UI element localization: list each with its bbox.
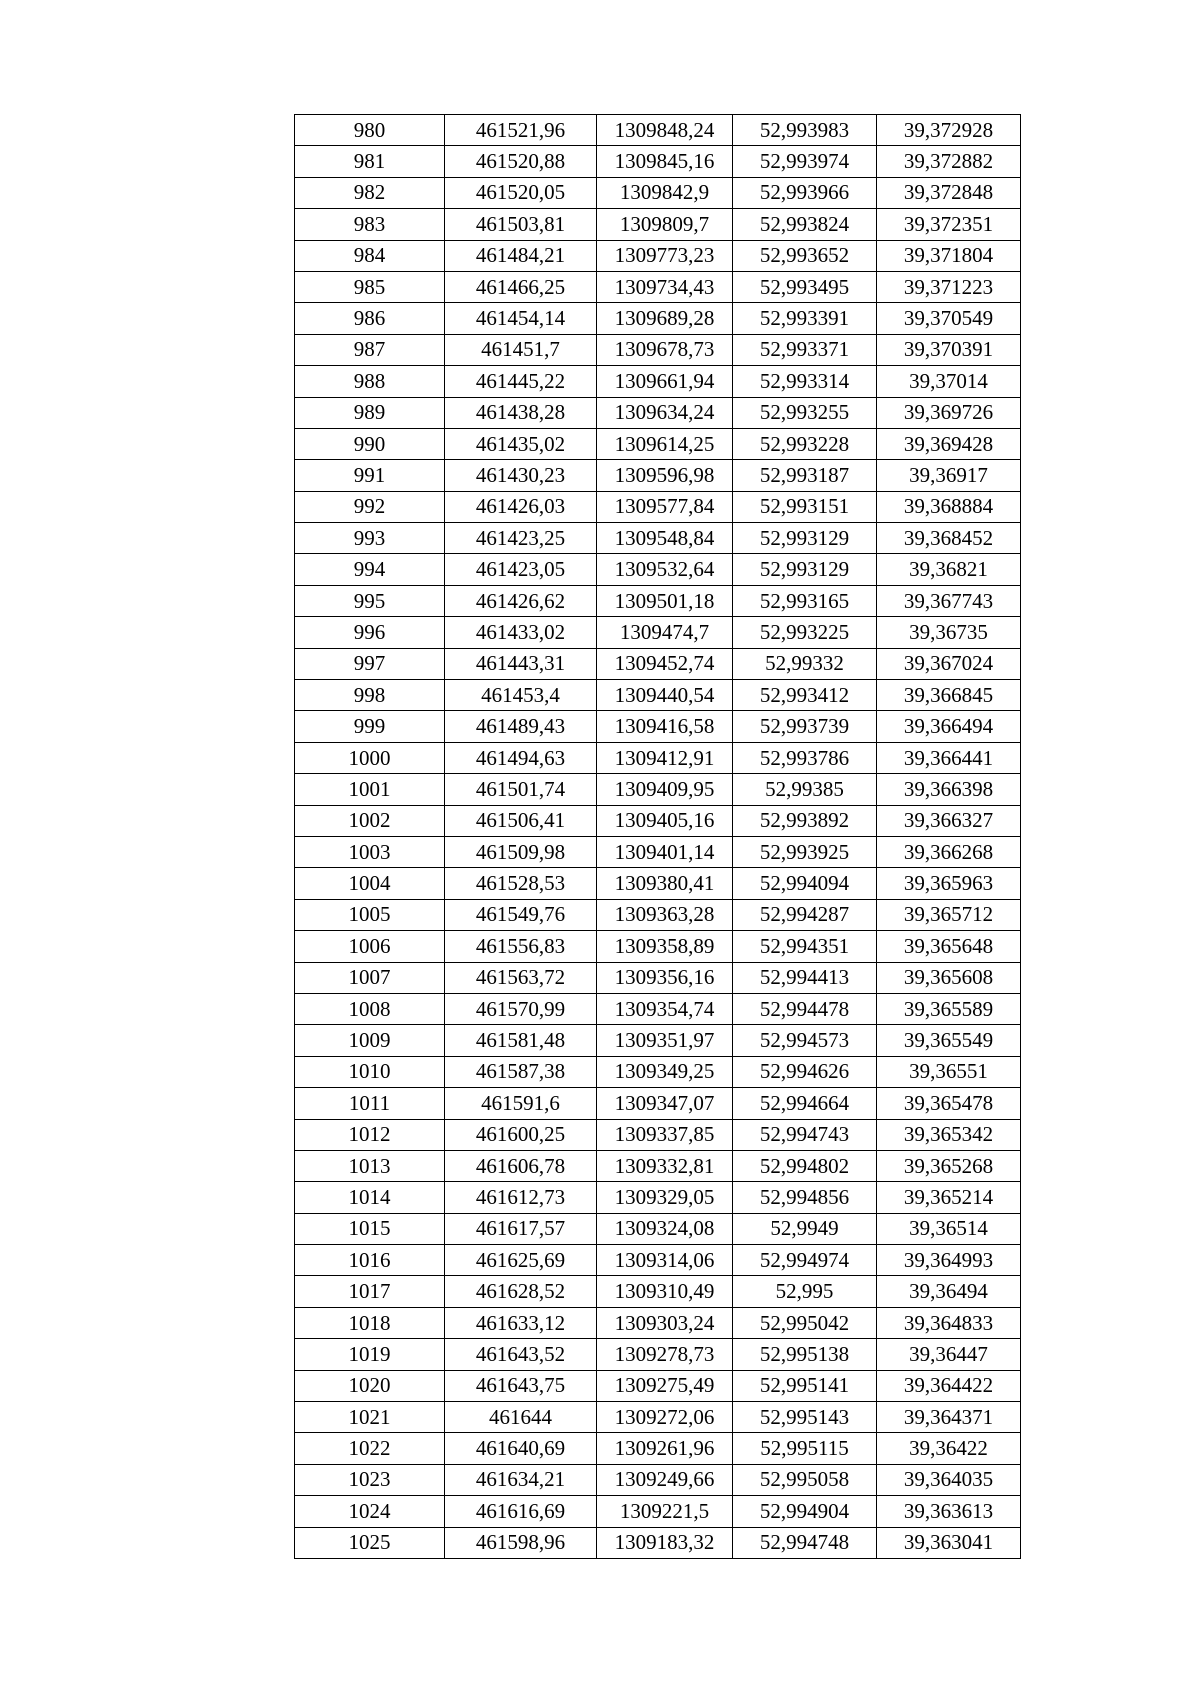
point-number-cell: 985 [295,271,445,302]
x-coordinate-cell: 461556,83 [445,931,597,962]
longitude-cell: 39,372848 [877,177,1021,208]
point-number-cell: 981 [295,146,445,177]
table-row [295,523,1021,554]
x-coordinate-cell: 461633,12 [445,1307,597,1338]
point-number-cell: 1023 [295,1464,445,1495]
table-row [295,962,1021,993]
point-number-cell: 995 [295,585,445,616]
x-coordinate-cell: 461423,25 [445,523,597,554]
latitude-cell: 52,994351 [733,931,877,962]
longitude-cell: 39,365648 [877,931,1021,962]
latitude-cell: 52,993412 [733,680,877,711]
x-coordinate-cell: 461445,22 [445,366,597,397]
latitude-cell: 52,995138 [733,1339,877,1370]
point-number-cell: 992 [295,491,445,522]
longitude-cell: 39,371223 [877,271,1021,302]
y-coordinate-cell: 1309532,64 [597,554,733,585]
longitude-cell: 39,365589 [877,993,1021,1024]
table-row [295,177,1021,208]
table-row [295,742,1021,773]
latitude-cell: 52,993925 [733,836,877,867]
latitude-cell: 52,994748 [733,1527,877,1558]
point-number-cell: 1005 [295,899,445,930]
latitude-cell: 52,994413 [733,962,877,993]
y-coordinate-cell: 1309409,95 [597,774,733,805]
table-row [295,115,1021,146]
coordinates-table [294,114,1021,1559]
latitude-cell: 52,993652 [733,240,877,271]
longitude-cell: 39,36514 [877,1213,1021,1244]
table-row [295,1182,1021,1213]
table-row [295,1307,1021,1338]
x-coordinate-cell: 461606,78 [445,1150,597,1181]
y-coordinate-cell: 1309474,7 [597,617,733,648]
table-row [295,1496,1021,1527]
latitude-cell: 52,995141 [733,1370,877,1401]
latitude-cell: 52,993187 [733,460,877,491]
longitude-cell: 39,36447 [877,1339,1021,1370]
y-coordinate-cell: 1309324,08 [597,1213,733,1244]
latitude-cell: 52,993151 [733,491,877,522]
latitude-cell: 52,993892 [733,805,877,836]
point-number-cell: 1013 [295,1150,445,1181]
longitude-cell: 39,365268 [877,1150,1021,1181]
y-coordinate-cell: 1309842,9 [597,177,733,208]
longitude-cell: 39,36422 [877,1433,1021,1464]
table-row [295,366,1021,397]
x-coordinate-cell: 461521,96 [445,115,597,146]
x-coordinate-cell: 461438,28 [445,397,597,428]
x-coordinate-cell: 461426,62 [445,585,597,616]
latitude-cell: 52,995143 [733,1402,877,1433]
table-row [295,711,1021,742]
table-row [295,554,1021,585]
table-row [295,460,1021,491]
x-coordinate-cell: 461549,76 [445,899,597,930]
table-row [295,993,1021,1024]
longitude-cell: 39,368452 [877,523,1021,554]
longitude-cell: 39,36917 [877,460,1021,491]
x-coordinate-cell: 461634,21 [445,1464,597,1495]
longitude-cell: 39,366494 [877,711,1021,742]
x-coordinate-cell: 461433,02 [445,617,597,648]
y-coordinate-cell: 1309349,25 [597,1056,733,1087]
point-number-cell: 1008 [295,993,445,1024]
y-coordinate-cell: 1309351,97 [597,1025,733,1056]
latitude-cell: 52,9949 [733,1213,877,1244]
longitude-cell: 39,372351 [877,209,1021,240]
longitude-cell: 39,36494 [877,1276,1021,1307]
longitude-cell: 39,371804 [877,240,1021,271]
point-number-cell: 988 [295,366,445,397]
table-row [295,774,1021,805]
y-coordinate-cell: 1309310,49 [597,1276,733,1307]
table-row [295,1464,1021,1495]
point-number-cell: 1003 [295,836,445,867]
y-coordinate-cell: 1309614,25 [597,428,733,459]
latitude-cell: 52,995042 [733,1307,877,1338]
y-coordinate-cell: 1309577,84 [597,491,733,522]
point-number-cell: 1017 [295,1276,445,1307]
x-coordinate-cell: 461494,63 [445,742,597,773]
y-coordinate-cell: 1309401,14 [597,836,733,867]
y-coordinate-cell: 1309634,24 [597,397,733,428]
x-coordinate-cell: 461484,21 [445,240,597,271]
latitude-cell: 52,994626 [733,1056,877,1087]
longitude-cell: 39,366845 [877,680,1021,711]
longitude-cell: 39,364833 [877,1307,1021,1338]
point-number-cell: 980 [295,115,445,146]
longitude-cell: 39,36821 [877,554,1021,585]
latitude-cell: 52,993255 [733,397,877,428]
x-coordinate-cell: 461443,31 [445,648,597,679]
latitude-cell: 52,993165 [733,585,877,616]
longitude-cell: 39,367024 [877,648,1021,679]
x-coordinate-cell: 461612,73 [445,1182,597,1213]
longitude-cell: 39,369726 [877,397,1021,428]
y-coordinate-cell: 1309848,24 [597,115,733,146]
table-row [295,146,1021,177]
point-number-cell: 993 [295,523,445,554]
x-coordinate-cell: 461520,05 [445,177,597,208]
table-row [295,1025,1021,1056]
point-number-cell: 984 [295,240,445,271]
longitude-cell: 39,372882 [877,146,1021,177]
latitude-cell: 52,993966 [733,177,877,208]
latitude-cell: 52,993974 [733,146,877,177]
point-number-cell: 1002 [295,805,445,836]
latitude-cell: 52,99332 [733,648,877,679]
point-number-cell: 1012 [295,1119,445,1150]
x-coordinate-cell: 461600,25 [445,1119,597,1150]
latitude-cell: 52,993314 [733,366,877,397]
y-coordinate-cell: 1309337,85 [597,1119,733,1150]
point-number-cell: 999 [295,711,445,742]
latitude-cell: 52,993824 [733,209,877,240]
y-coordinate-cell: 1309347,07 [597,1088,733,1119]
point-number-cell: 1010 [295,1056,445,1087]
point-number-cell: 1001 [295,774,445,805]
x-coordinate-cell: 461643,52 [445,1339,597,1370]
longitude-cell: 39,36735 [877,617,1021,648]
longitude-cell: 39,368884 [877,491,1021,522]
y-coordinate-cell: 1309221,5 [597,1496,733,1527]
x-coordinate-cell: 461509,98 [445,836,597,867]
y-coordinate-cell: 1309314,06 [597,1245,733,1276]
table-row [295,334,1021,365]
point-number-cell: 1022 [295,1433,445,1464]
coordinates-table-body [295,115,1021,1559]
longitude-cell: 39,365608 [877,962,1021,993]
longitude-cell: 39,369428 [877,428,1021,459]
table-row [295,1088,1021,1119]
latitude-cell: 52,994478 [733,993,877,1024]
y-coordinate-cell: 1309303,24 [597,1307,733,1338]
x-coordinate-cell: 461430,23 [445,460,597,491]
point-number-cell: 1024 [295,1496,445,1527]
table-row [295,805,1021,836]
latitude-cell: 52,994287 [733,899,877,930]
y-coordinate-cell: 1309261,96 [597,1433,733,1464]
x-coordinate-cell: 461506,41 [445,805,597,836]
y-coordinate-cell: 1309183,32 [597,1527,733,1558]
latitude-cell: 52,993225 [733,617,877,648]
latitude-cell: 52,993739 [733,711,877,742]
x-coordinate-cell: 461625,69 [445,1245,597,1276]
point-number-cell: 1009 [295,1025,445,1056]
y-coordinate-cell: 1309358,89 [597,931,733,962]
table-row [295,209,1021,240]
table-row [295,1119,1021,1150]
longitude-cell: 39,370391 [877,334,1021,365]
point-number-cell: 1004 [295,868,445,899]
longitude-cell: 39,364993 [877,1245,1021,1276]
x-coordinate-cell: 461520,88 [445,146,597,177]
y-coordinate-cell: 1309249,66 [597,1464,733,1495]
longitude-cell: 39,366398 [877,774,1021,805]
latitude-cell: 52,995058 [733,1464,877,1495]
x-coordinate-cell: 461591,6 [445,1088,597,1119]
latitude-cell: 52,993983 [733,115,877,146]
point-number-cell: 996 [295,617,445,648]
table-row [295,1276,1021,1307]
y-coordinate-cell: 1309689,28 [597,303,733,334]
x-coordinate-cell: 461617,57 [445,1213,597,1244]
y-coordinate-cell: 1309501,18 [597,585,733,616]
x-coordinate-cell: 461426,03 [445,491,597,522]
table-row [295,1339,1021,1370]
latitude-cell: 52,994573 [733,1025,877,1056]
latitude-cell: 52,994904 [733,1496,877,1527]
x-coordinate-cell: 461503,81 [445,209,597,240]
y-coordinate-cell: 1309548,84 [597,523,733,554]
latitude-cell: 52,994974 [733,1245,877,1276]
longitude-cell: 39,365712 [877,899,1021,930]
y-coordinate-cell: 1309809,7 [597,209,733,240]
point-number-cell: 991 [295,460,445,491]
latitude-cell: 52,994856 [733,1182,877,1213]
y-coordinate-cell: 1309363,28 [597,899,733,930]
y-coordinate-cell: 1309278,73 [597,1339,733,1370]
x-coordinate-cell: 461454,14 [445,303,597,334]
table-row [295,397,1021,428]
longitude-cell: 39,366268 [877,836,1021,867]
point-number-cell: 1025 [295,1527,445,1558]
point-number-cell: 998 [295,680,445,711]
latitude-cell: 52,994664 [733,1088,877,1119]
table-row [295,1150,1021,1181]
y-coordinate-cell: 1309272,06 [597,1402,733,1433]
point-number-cell: 983 [295,209,445,240]
y-coordinate-cell: 1309661,94 [597,366,733,397]
x-coordinate-cell: 461501,74 [445,774,597,805]
longitude-cell: 39,365478 [877,1088,1021,1119]
y-coordinate-cell: 1309596,98 [597,460,733,491]
point-number-cell: 1011 [295,1088,445,1119]
point-number-cell: 1016 [295,1245,445,1276]
table-row [295,303,1021,334]
latitude-cell: 52,993391 [733,303,877,334]
point-number-cell: 1018 [295,1307,445,1338]
x-coordinate-cell: 461570,99 [445,993,597,1024]
longitude-cell: 39,365342 [877,1119,1021,1150]
x-coordinate-cell: 461563,72 [445,962,597,993]
point-number-cell: 987 [295,334,445,365]
y-coordinate-cell: 1309773,23 [597,240,733,271]
latitude-cell: 52,993786 [733,742,877,773]
point-number-cell: 986 [295,303,445,334]
x-coordinate-cell: 461640,69 [445,1433,597,1464]
longitude-cell: 39,364371 [877,1402,1021,1433]
latitude-cell: 52,994743 [733,1119,877,1150]
latitude-cell: 52,995 [733,1276,877,1307]
x-coordinate-cell: 461435,02 [445,428,597,459]
x-coordinate-cell: 461616,69 [445,1496,597,1527]
point-number-cell: 1021 [295,1402,445,1433]
table-row [295,617,1021,648]
table-row [295,868,1021,899]
x-coordinate-cell: 461423,05 [445,554,597,585]
table-row [295,1433,1021,1464]
point-number-cell: 982 [295,177,445,208]
table-row [295,271,1021,302]
x-coordinate-cell: 461489,43 [445,711,597,742]
x-coordinate-cell: 461598,96 [445,1527,597,1558]
table-row [295,585,1021,616]
y-coordinate-cell: 1309440,54 [597,680,733,711]
point-number-cell: 1006 [295,931,445,962]
longitude-cell: 39,366441 [877,742,1021,773]
point-number-cell: 994 [295,554,445,585]
table-row [295,240,1021,271]
y-coordinate-cell: 1309354,74 [597,993,733,1024]
table-row [295,836,1021,867]
point-number-cell: 990 [295,428,445,459]
point-number-cell: 997 [295,648,445,679]
longitude-cell: 39,364422 [877,1370,1021,1401]
table-row [295,1245,1021,1276]
y-coordinate-cell: 1309412,91 [597,742,733,773]
y-coordinate-cell: 1309275,49 [597,1370,733,1401]
latitude-cell: 52,995115 [733,1433,877,1464]
table-row [295,1213,1021,1244]
y-coordinate-cell: 1309329,05 [597,1182,733,1213]
table-row [295,491,1021,522]
x-coordinate-cell: 461644 [445,1402,597,1433]
latitude-cell: 52,993129 [733,554,877,585]
table-row [295,680,1021,711]
latitude-cell: 52,99385 [733,774,877,805]
table-row [295,648,1021,679]
point-number-cell: 1007 [295,962,445,993]
longitude-cell: 39,367743 [877,585,1021,616]
longitude-cell: 39,365549 [877,1025,1021,1056]
y-coordinate-cell: 1309380,41 [597,868,733,899]
latitude-cell: 52,993371 [733,334,877,365]
x-coordinate-cell: 461628,52 [445,1276,597,1307]
y-coordinate-cell: 1309452,74 [597,648,733,679]
latitude-cell: 52,993495 [733,271,877,302]
longitude-cell: 39,365963 [877,868,1021,899]
y-coordinate-cell: 1309845,16 [597,146,733,177]
longitude-cell: 39,364035 [877,1464,1021,1495]
longitude-cell: 39,370549 [877,303,1021,334]
point-number-cell: 1015 [295,1213,445,1244]
point-number-cell: 1019 [295,1339,445,1370]
table-row [295,899,1021,930]
y-coordinate-cell: 1309416,58 [597,711,733,742]
x-coordinate-cell: 461451,7 [445,334,597,365]
x-coordinate-cell: 461453,4 [445,680,597,711]
longitude-cell: 39,372928 [877,115,1021,146]
x-coordinate-cell: 461643,75 [445,1370,597,1401]
table-row [295,428,1021,459]
point-number-cell: 1020 [295,1370,445,1401]
x-coordinate-cell: 461528,53 [445,868,597,899]
longitude-cell: 39,366327 [877,805,1021,836]
table-row [295,1370,1021,1401]
x-coordinate-cell: 461587,38 [445,1056,597,1087]
longitude-cell: 39,365214 [877,1182,1021,1213]
point-number-cell: 1014 [295,1182,445,1213]
latitude-cell: 52,994802 [733,1150,877,1181]
x-coordinate-cell: 461581,48 [445,1025,597,1056]
y-coordinate-cell: 1309405,16 [597,805,733,836]
latitude-cell: 52,993129 [733,523,877,554]
longitude-cell: 39,37014 [877,366,1021,397]
table-row [295,1527,1021,1558]
y-coordinate-cell: 1309678,73 [597,334,733,365]
table-row [295,1402,1021,1433]
latitude-cell: 52,993228 [733,428,877,459]
table-row [295,931,1021,962]
y-coordinate-cell: 1309734,43 [597,271,733,302]
y-coordinate-cell: 1309356,16 [597,962,733,993]
longitude-cell: 39,363613 [877,1496,1021,1527]
longitude-cell: 39,363041 [877,1527,1021,1558]
x-coordinate-cell: 461466,25 [445,271,597,302]
point-number-cell: 989 [295,397,445,428]
point-number-cell: 1000 [295,742,445,773]
latitude-cell: 52,994094 [733,868,877,899]
y-coordinate-cell: 1309332,81 [597,1150,733,1181]
table-row [295,1056,1021,1087]
longitude-cell: 39,36551 [877,1056,1021,1087]
